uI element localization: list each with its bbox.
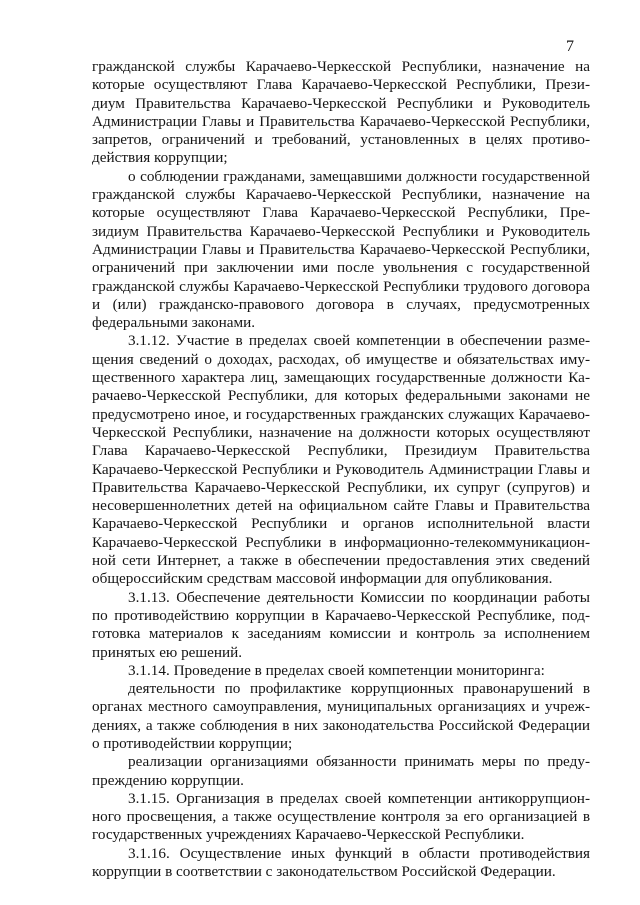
body-text [92,58,590,881]
paragraph-3-1-12: 3.1.12. Участие в пределах своей компетенции в обеспечении размещения сведений о доходах, расходах, об имуществе и обязательствах имущественного характера лиц, замещающих государственные должности Карачаево-Черкесской Республики, для которых федеральными законами не предусмотрено иное, и государственных гражданских служащих Карачаево-Черкесской Республики, назначение на должности которых осуществляют Глава Карачаево-Черкесской Республики, Президиум Правительства Карачаево-Черкесской Республики и Руководитель Администрации Главы и Правительства Карачаево-Черкесской Республики, их супруг (супругов) и несовершеннолетних детей на официальном сайте Главы и Правительства Карачаево-Черкесской Республики и органов исполнительной власти Карачаево-Черкесской Республики в информационно-телекоммуникационной сети Интернет, а также в обеспечении предоставления этих сведений общероссийским средствам массовой информации для опубликования. [92,332,590,588]
paragraph-3-1-13: 3.1.13. Обеспечение деятельности Комиссии по координации работы по противодействию коррупции в Карачаево-Черкесской Республике, подготовка материалов к заседаниям комиссии и контроль за исполнением принятых ею решений. [92,588,590,661]
paragraph-3-1-14: 3.1.14. Проведение в пределах своей компетенции мониторинга: [128,661,545,679]
paragraph-monitoring-prevention: деятельности по профилактике коррупционных правонарушений в органах местного самоуправления, муниципальных организациях и учреждениях, а также соблюдения в них законодательства Российской Федерации о противодействии коррупции; [92,680,590,752]
paragraph-monitoring-organizations: реализации организациями обязанности принимать меры по предупреждению коррупции. [92,753,590,789]
paragraph-former-employees: о соблюдении гражданами, замещавшими должности государственной гражданской службы Карачаево-Черкесской Республики, назначение на которые осуществляют Глава Карачаево-Черкесской Республики, Президиум Правительства Карачаево-Черкесской Республики и Руководитель Администрации Главы и Правительства Карачаево-Черкесской Республики, ограничений при заключении ими после увольнения с государственной гражданской службы Карачаево-Черкесской Республики трудового договора и (или) гражданско-правового договора в случаях, предусмотренных федеральными законами. [92,167,590,332]
paragraph-continuation: гражданской службы Карачаево-Черкесской Республики, назначение на которые осуществляют Глава Карачаево-Черкесской Республики, Президиум Правительства Карачаево-Черкесской Республики и Руководитель Администрации Главы и Правительства Карачаево-Черкесской Республики, запретов, ограничений и требований, установленных в целях противодействия коррупции; [92,58,590,167]
paragraph-3-1-15: 3.1.15. Организация в пределах своей компетенции антикоррупционного просвещения, а также осуществление контроля за его организацией в государственных учреждениях Карачаево-Черкесской Республики. [92,789,590,844]
paragraph-3-1-16: 3.1.16. Осуществление иных функций в области противодействия коррупции в соответствии с законодательством Российской Федерации. [92,844,590,881]
page-number: 7 [566,38,574,55]
